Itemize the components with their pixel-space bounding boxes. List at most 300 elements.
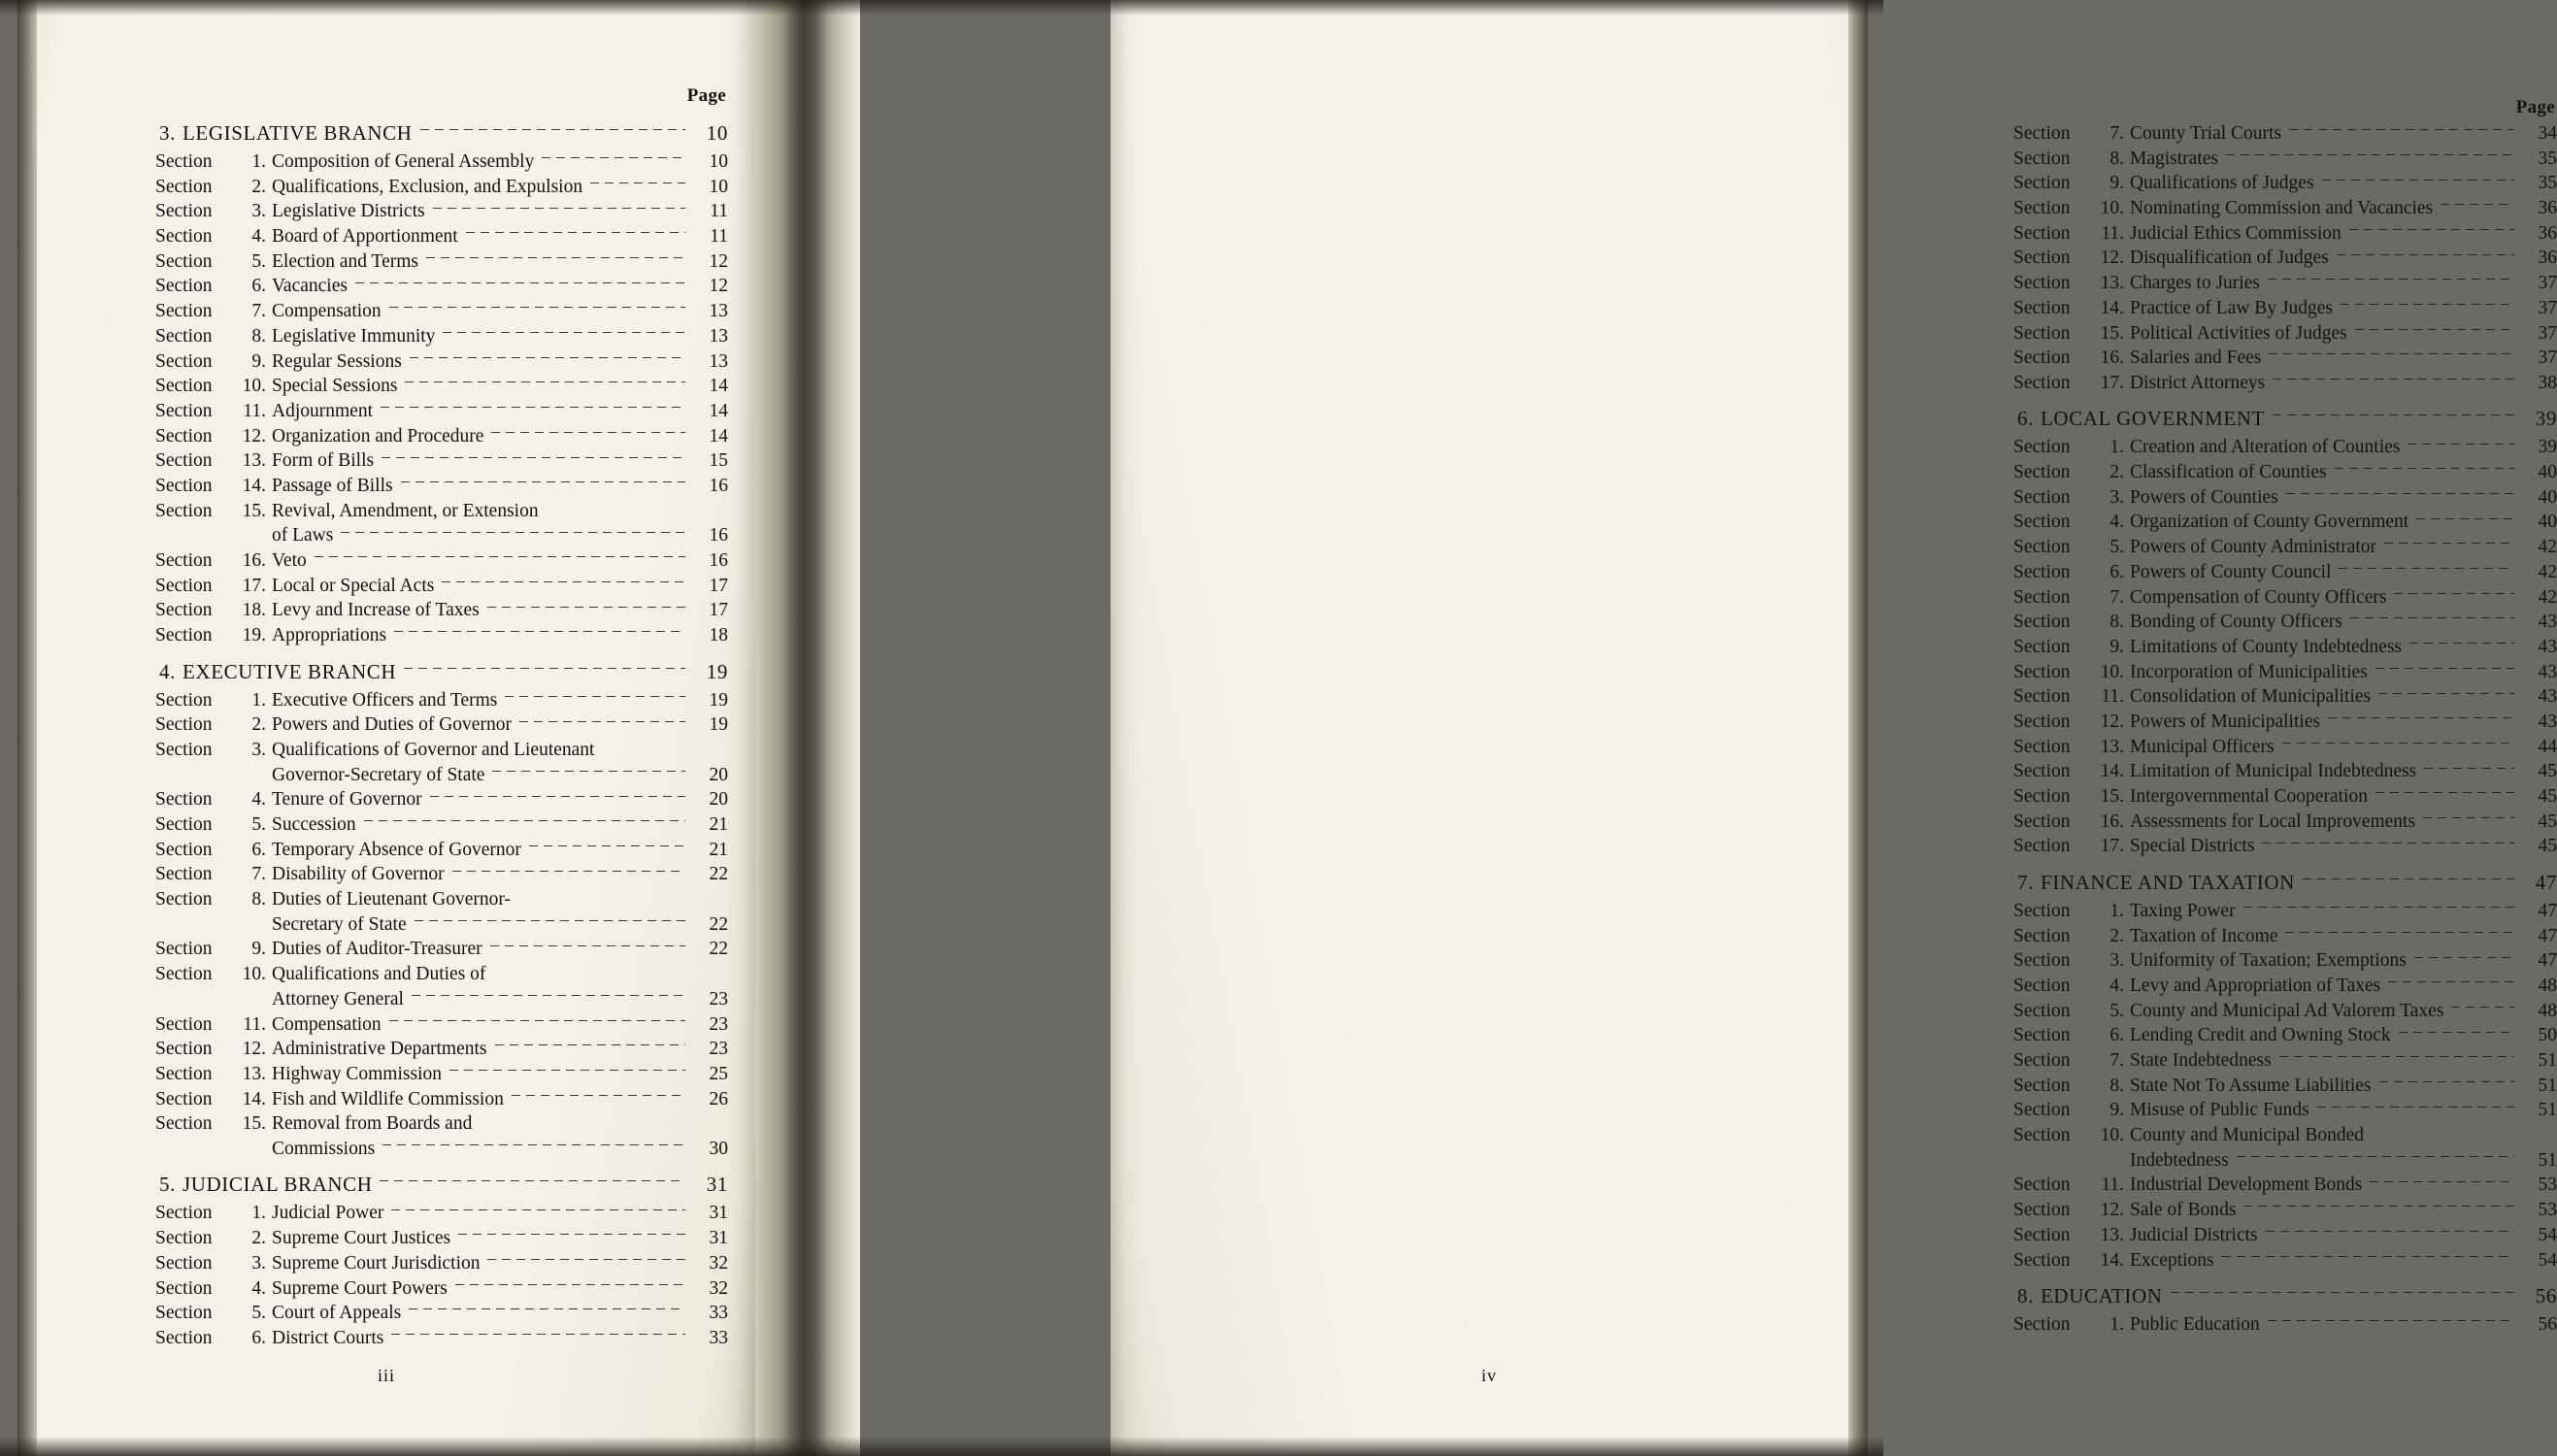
section-title: County and Municipal Bonded	[2130, 1125, 2365, 1146]
section-number: 12.	[2100, 248, 2124, 269]
leader-dots	[602, 745, 685, 746]
leader-dots	[2341, 304, 2514, 305]
section-number: 6.	[251, 839, 266, 860]
section-page-number: 40	[2538, 512, 2557, 533]
leader-dots	[2328, 717, 2514, 718]
section-number: 11.	[243, 400, 266, 421]
section-number: 11.	[2101, 1175, 2124, 1196]
section-number: 7.	[2109, 586, 2124, 608]
section-label: Section	[2013, 1050, 2071, 1071]
section-title: Compensation	[272, 301, 382, 322]
section-label: Section	[2013, 198, 2071, 219]
section-label: Section	[2013, 322, 2071, 344]
chapter-title: JUDICIAL BRANCH	[183, 1173, 373, 1197]
section-page-number: 47	[2538, 950, 2557, 972]
section-title: Local or Special Acts	[272, 575, 435, 596]
section-page-number: 16	[709, 525, 728, 546]
toc-section-row	[2013, 1201, 2557, 1220]
section-page-number: 13	[709, 350, 728, 372]
leader-dots	[2423, 817, 2514, 818]
leader-dots	[389, 1020, 685, 1021]
leader-dots	[391, 1334, 685, 1335]
toc-section-row	[155, 1279, 728, 1299]
toc-section-row	[155, 1090, 728, 1109]
section-page-number: 51	[2538, 1075, 2557, 1096]
section-number: 8.	[2109, 612, 2124, 633]
toc-section-row	[155, 1229, 728, 1248]
toc-section-row	[2013, 1101, 2557, 1120]
section-number: 7.	[251, 864, 266, 885]
section-page-number: 22	[709, 939, 728, 960]
leader-dots	[415, 920, 685, 921]
section-label: Section	[155, 250, 213, 272]
section-number: 5.	[251, 1303, 266, 1324]
section-title: Organization and Procedure	[272, 425, 484, 447]
leader-dots	[2414, 957, 2514, 958]
toc-section-row	[155, 502, 728, 521]
section-label: Section	[2013, 661, 2071, 682]
section-number: 4.	[2109, 512, 2124, 533]
toc-section-row	[155, 890, 728, 910]
leader-dots	[495, 1044, 686, 1045]
section-number: 4.	[251, 226, 266, 248]
chapter-number: 4.	[159, 659, 176, 683]
toc-section-row	[2013, 324, 2557, 344]
section-label: Section	[2013, 512, 2071, 533]
section-page-number: 23	[709, 1039, 728, 1060]
leader-dots	[2222, 1256, 2514, 1257]
leader-dots	[2322, 180, 2514, 181]
section-number: 9.	[2109, 1100, 2124, 1121]
section-title: Legislative Districts	[272, 201, 425, 222]
section-label: Section	[2013, 1314, 2071, 1335]
section-page-number: 39	[2538, 437, 2557, 458]
section-label: Section	[155, 400, 213, 421]
section-label: Section	[2013, 925, 2071, 946]
section-title: Form of Bills	[272, 450, 375, 472]
section-number: 17.	[2100, 372, 2124, 393]
section-label: Section	[2013, 686, 2071, 708]
section-title: Lending Credit and Owning Stock	[2130, 1025, 2391, 1046]
section-label: Section	[2013, 612, 2071, 633]
section-page-number: 19	[709, 714, 728, 736]
leader-dots	[518, 895, 685, 896]
leader-dots	[2409, 643, 2514, 644]
section-title: Municipal Officers	[2130, 736, 2275, 757]
section-page-number: 31	[709, 1228, 728, 1249]
leader-dots	[2355, 329, 2514, 330]
section-title: County Trial Courts	[2130, 123, 2282, 144]
toc-section-row	[155, 815, 728, 835]
section-page-number: 42	[2538, 537, 2557, 558]
section-label: Section	[155, 1252, 213, 1274]
section-label: Section	[2013, 248, 2071, 269]
toc-section-row	[155, 1204, 728, 1223]
section-page-number: 33	[709, 1303, 728, 1324]
leader-dots	[2441, 204, 2514, 205]
leader-dots	[487, 1259, 685, 1260]
section-label: Section	[2013, 900, 2071, 921]
toc-section-row	[155, 451, 728, 471]
section-label: Section	[2013, 273, 2071, 294]
section-page-number: 13	[709, 301, 728, 322]
section-label: Section	[2013, 975, 2071, 996]
leader-dots	[2337, 254, 2514, 255]
section-page-number: 54	[2538, 1249, 2557, 1271]
section-page-number: 36	[2538, 198, 2557, 219]
section-title: Powers of Counties	[2130, 486, 2278, 508]
leader-dots	[493, 970, 685, 971]
toc-section-row	[155, 202, 728, 221]
section-title: Creation and Alteration of Counties	[2130, 437, 2401, 458]
section-number: 14.	[2100, 297, 2124, 318]
chapter-number: 6.	[2017, 407, 2034, 431]
leader-dots	[410, 357, 685, 358]
section-number: 10.	[2100, 198, 2124, 219]
section-number: 19.	[242, 625, 266, 646]
section-title: Incorporation of Municipalities	[2130, 661, 2368, 682]
leader-dots	[380, 1180, 685, 1181]
toc-section-row	[2013, 976, 2557, 996]
leader-dots	[2268, 1320, 2514, 1321]
toc-section-continuation-row	[155, 526, 728, 546]
toc-section-row	[155, 1015, 728, 1035]
chapter-number: 3.	[159, 121, 176, 145]
section-number: 9.	[2109, 173, 2124, 194]
toc-section-row	[155, 551, 728, 571]
leader-dots	[2286, 493, 2514, 494]
toc-section-row	[155, 691, 728, 711]
section-label: Section	[2013, 711, 2071, 732]
leader-dots	[430, 796, 685, 797]
leader-dots	[433, 208, 685, 209]
section-page-number: 32	[709, 1277, 728, 1299]
toc-section-row	[2013, 638, 2557, 657]
leader-dots	[2339, 568, 2514, 569]
leader-dots	[452, 871, 685, 872]
section-number: 8.	[251, 325, 266, 347]
leader-dots	[2243, 907, 2514, 908]
section-number: 17.	[2100, 836, 2124, 857]
toc-section-row	[155, 601, 728, 620]
section-label: Section	[155, 376, 213, 397]
page-column-header-right: Page	[2515, 97, 2555, 117]
toc-section-row	[2013, 812, 2557, 832]
section-number: 14.	[2100, 1249, 2124, 1271]
section-page-number: 19	[709, 689, 728, 711]
leader-dots	[2375, 792, 2514, 793]
toc-section-row	[2013, 374, 2557, 393]
leader-dots	[2349, 229, 2514, 230]
leader-dots	[2379, 1081, 2514, 1082]
section-number: 10.	[242, 964, 266, 985]
section-number: 12.	[242, 425, 266, 447]
section-page-number: 43	[2538, 686, 2557, 708]
section-page-number: 44	[2538, 736, 2557, 757]
folio-right: iv	[1480, 1366, 1497, 1385]
page-column-header-left: Page	[686, 85, 726, 106]
section-title: Removal from Boards and	[272, 1113, 473, 1135]
section-number: 9.	[251, 350, 266, 372]
toc-section-row	[2013, 612, 2557, 632]
section-label: Section	[155, 814, 213, 835]
section-title: Taxation of Income	[2130, 925, 2278, 946]
leader-dots	[2399, 1032, 2514, 1033]
section-number: 6.	[2109, 1025, 2124, 1046]
section-title: Regular Sessions	[272, 350, 402, 372]
section-title: State Indebtedness	[2130, 1050, 2272, 1071]
leader-dots	[458, 1234, 685, 1235]
section-label: Section	[155, 575, 213, 596]
section-page-number: 45	[2538, 836, 2557, 857]
section-title: Board of Apportionment	[272, 226, 458, 248]
section-page-number: 10	[709, 176, 728, 197]
section-label: Section	[155, 1063, 213, 1084]
toc-section-row	[155, 841, 728, 860]
toc-section-row	[155, 402, 728, 421]
section-title: Misuse of Public Funds	[2130, 1100, 2309, 1121]
section-page-number: 23	[709, 1013, 728, 1035]
section-label: Section	[2013, 297, 2071, 318]
section-number: 16.	[242, 550, 266, 571]
section-label: Section	[155, 550, 213, 571]
section-title: Adjournment	[272, 400, 373, 421]
leader-dots	[404, 668, 685, 669]
section-title-continued: Attorney General	[272, 988, 404, 1009]
section-number: 16.	[2100, 811, 2124, 832]
section-page-number: 37	[2538, 297, 2557, 318]
leader-dots	[2269, 353, 2514, 354]
section-page-number: 22	[709, 913, 728, 935]
section-number: 8.	[2109, 148, 2124, 169]
section-number: 12.	[242, 1039, 266, 1060]
section-title-continued: Commissions	[272, 1138, 376, 1159]
section-number: 3.	[251, 201, 266, 222]
toc-section-row	[155, 1329, 728, 1348]
section-title: Judicial Power	[272, 1203, 384, 1224]
section-page-number: 45	[2538, 761, 2557, 782]
bottom-shadow	[0, 1437, 1883, 1456]
section-number: 7.	[2109, 1050, 2124, 1071]
section-title: District Courts	[272, 1327, 384, 1348]
toc-section-row	[2013, 149, 2557, 169]
chapter-title: EXECUTIVE BRANCH	[183, 659, 397, 683]
section-page-number: 35	[2538, 148, 2557, 169]
section-page-number: 16	[709, 550, 728, 571]
section-number: 4.	[2109, 975, 2124, 996]
section-number: 10.	[242, 376, 266, 397]
section-label: Section	[155, 151, 213, 172]
leader-dots	[364, 820, 685, 821]
section-page-number: 51	[2538, 1100, 2557, 1121]
section-page-number: 48	[2538, 1000, 2557, 1021]
left-page	[17, 0, 755, 1456]
section-label: Section	[2013, 586, 2071, 608]
section-label: Section	[155, 350, 213, 372]
section-label: Section	[155, 964, 213, 985]
section-label: Section	[155, 1088, 213, 1109]
toc-section-row	[2013, 438, 2557, 457]
chapter-title: LEGISLATIVE BRANCH	[183, 121, 413, 145]
section-page-number: 30	[709, 1138, 728, 1159]
section-title: Salaries and Fees	[2130, 347, 2262, 369]
paper-texture-right	[1111, 0, 1868, 1456]
toc-chapter-row	[155, 1175, 728, 1195]
section-label: Section	[155, 600, 213, 621]
section-label: Section	[155, 1113, 213, 1135]
leader-dots	[355, 282, 685, 283]
leader-dots	[341, 532, 685, 533]
section-number: 1.	[251, 1203, 266, 1224]
section-title: Exceptions	[2130, 1249, 2214, 1271]
toc-section-row	[155, 277, 728, 296]
leader-dots	[547, 507, 685, 508]
section-label: Section	[2013, 950, 2071, 972]
section-page-number: 43	[2538, 636, 2557, 657]
section-page-number: 53	[2538, 1175, 2557, 1196]
section-title: Powers of County Council	[2130, 561, 2332, 582]
leader-dots	[2372, 1131, 2514, 1132]
section-title: Veto	[272, 550, 307, 571]
section-title: Levy and Appropriation of Taxes	[2130, 975, 2381, 996]
section-label: Section	[155, 176, 213, 197]
section-label: Section	[155, 889, 213, 910]
section-page-number: 11	[710, 201, 728, 222]
section-number: 8.	[2109, 1075, 2124, 1096]
section-title: Supreme Court Jurisdiction	[272, 1252, 481, 1274]
leader-dots	[2394, 593, 2514, 594]
section-number: 3.	[251, 739, 266, 760]
section-page-number: 21	[709, 814, 728, 835]
toc-section-row	[2013, 199, 2557, 218]
section-number: 1.	[2109, 1314, 2124, 1335]
toc-section-row	[2013, 1315, 2557, 1335]
toc-list-right	[2013, 124, 2557, 1335]
leader-dots	[382, 1144, 685, 1145]
toc-section-row	[2013, 588, 2557, 608]
section-label: Section	[2013, 836, 2071, 857]
section-number: 9.	[2109, 636, 2124, 657]
right-page	[1111, 0, 2557, 1456]
section-number: 5.	[251, 250, 266, 272]
leader-dots	[2375, 668, 2514, 669]
section-label: Section	[155, 864, 213, 885]
toc-section-row	[2013, 927, 2557, 946]
section-number: 4.	[251, 1277, 266, 1299]
section-label: Section	[2013, 437, 2071, 458]
section-label: Section	[2013, 1249, 2071, 1271]
section-title: Public Education	[2130, 1314, 2260, 1335]
toc-section-row	[155, 252, 728, 272]
leader-dots	[519, 721, 685, 722]
section-title: Intergovernmental Cooperation	[2130, 786, 2368, 807]
section-label: Section	[2013, 1025, 2071, 1046]
section-page-number: 47	[2538, 900, 2557, 921]
section-number: 13.	[2100, 1224, 2124, 1245]
leader-dots	[2266, 1231, 2514, 1232]
section-page-number: 35	[2538, 173, 2557, 194]
leader-dots	[505, 696, 685, 697]
section-title: Duties of Lieutenant Governor-	[272, 889, 511, 910]
section-page-number: 43	[2538, 661, 2557, 682]
section-page-number: 14	[709, 425, 728, 447]
section-page-number: 12	[709, 276, 728, 297]
leader-dots	[529, 845, 685, 846]
section-label: Section	[2013, 537, 2071, 558]
chapter-number: 8.	[2017, 1284, 2034, 1307]
section-number: 5.	[2109, 1000, 2124, 1021]
section-number: 5.	[251, 814, 266, 835]
section-label: Section	[155, 1228, 213, 1249]
chapter-page-number: 56	[2535, 1284, 2557, 1307]
section-title: Nominating Commission and Vacancies	[2130, 198, 2434, 219]
section-label: Section	[2013, 786, 2071, 807]
leader-dots	[2384, 543, 2514, 544]
section-page-number: 36	[2538, 248, 2557, 269]
section-label: Section	[155, 475, 213, 496]
toc-section-row	[155, 352, 728, 372]
section-page-number: 23	[709, 988, 728, 1009]
toc-section-continuation-row	[155, 915, 728, 935]
toc-section-row	[2013, 1076, 2557, 1096]
section-page-number: 12	[709, 250, 728, 272]
leader-dots	[401, 481, 685, 482]
section-title: Bonding of County Officers	[2130, 612, 2342, 633]
toc-section-row	[2013, 712, 2557, 732]
section-title: Sale of Bonds	[2130, 1200, 2237, 1221]
toc-section-row	[155, 865, 728, 884]
section-label: Section	[155, 1303, 213, 1324]
section-title: County and Municipal Ad Valorem Taxes	[2130, 1000, 2444, 1021]
section-page-number: 37	[2538, 347, 2557, 369]
section-title: Compensation of County Officers	[2130, 586, 2387, 608]
section-number: 2.	[2109, 462, 2124, 483]
section-number: 1.	[251, 689, 266, 711]
section-number: 2.	[2109, 925, 2124, 946]
leader-dots	[492, 771, 685, 772]
chapter-title: EDUCATION	[2041, 1284, 2163, 1307]
leader-dots	[2273, 379, 2514, 380]
section-number: 1.	[2109, 437, 2124, 458]
section-number: 6.	[251, 1327, 266, 1348]
section-title: Election and Terms	[272, 250, 418, 272]
section-title-continued: Governor-Secretary of State	[272, 764, 485, 785]
section-label: Section	[155, 1039, 213, 1060]
book-gutter	[755, 0, 860, 1456]
section-page-number: 22	[709, 864, 728, 885]
toc-section-row	[2013, 563, 2557, 582]
section-label: Section	[155, 425, 213, 447]
toc-section-row	[2013, 837, 2557, 856]
leader-dots	[2289, 129, 2514, 130]
section-number: 7.	[2109, 123, 2124, 144]
toc-section-row	[2013, 224, 2557, 244]
section-page-number: 37	[2538, 322, 2557, 344]
section-title-continued: Secretary of State	[272, 913, 407, 935]
section-page-number: 17	[709, 575, 728, 596]
section-page-number: 32	[709, 1252, 728, 1274]
section-title: Compensation	[272, 1013, 382, 1035]
section-number: 5.	[2109, 537, 2124, 558]
toc-section-continuation-row	[2013, 1151, 2557, 1171]
section-page-number: 34	[2538, 123, 2557, 144]
leader-dots	[480, 1120, 685, 1121]
leader-dots	[2279, 1056, 2514, 1057]
section-page-number: 18	[709, 625, 728, 646]
section-page-number: 20	[709, 789, 728, 811]
leader-dots	[2226, 154, 2514, 155]
leader-dots	[2285, 932, 2514, 933]
